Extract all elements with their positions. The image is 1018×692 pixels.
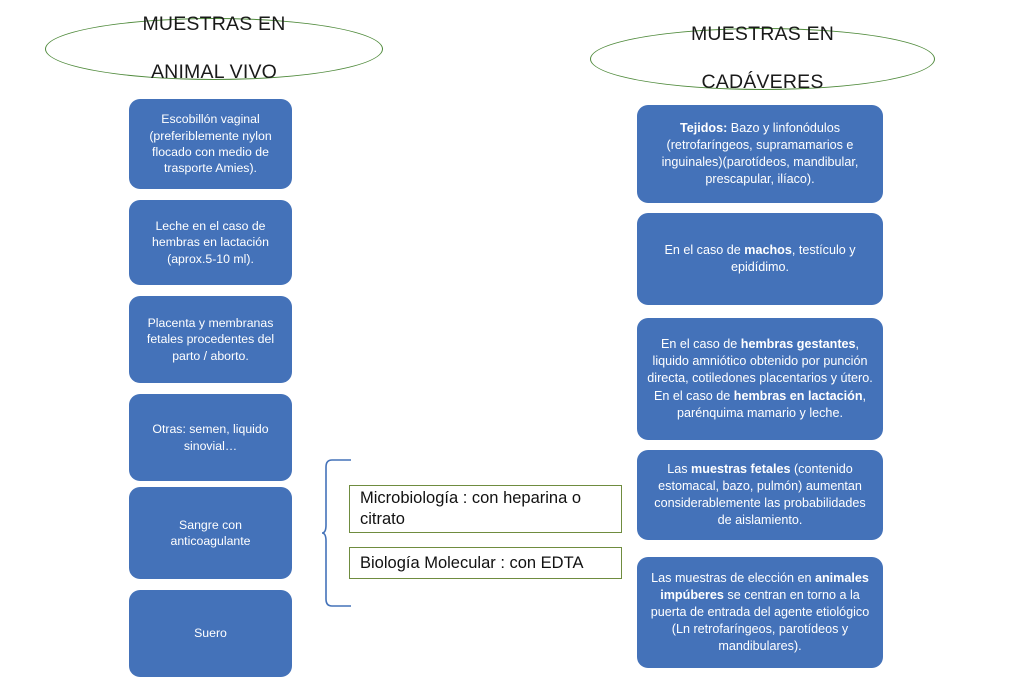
header-line-1: MUESTRAS EN: [142, 13, 286, 36]
box-microbiologia-label: Microbiología : con heparina o citrato: [360, 489, 582, 528]
box-suero-label: Suero: [194, 626, 227, 641]
header-ellipse-cadaveres: [590, 23, 935, 93]
box-suero: [129, 590, 292, 677]
header-ellipse-animal-vivo: [45, 13, 383, 83]
box-hembras-gestantes: [637, 318, 883, 440]
box-sangre-anticoagulante-label: Sangre con anticoagulante: [170, 517, 251, 548]
box-animales-impuberes-label: Las muestras de elección en animales impúberes se centran en torno a la puerta de entrada del agente etiológico (Ln retrofaríngeos, parotídeos y mandibulares).: [650, 570, 870, 654]
box-placenta-membranas-label: Placenta y membranas fetales procedentes del parto / aborto.: [146, 315, 275, 363]
box-leche-lactacion: [129, 200, 292, 285]
header-line-2: ANIMAL VIVO: [150, 60, 278, 83]
box-animales-impuberes: [637, 557, 883, 668]
box-hembras-gestantes-label: En el caso de hembras gestantes, liquido amniótico obtenido por punción directa, cotiledones placentarios y útero. En el caso de hembras en lactación, parénquima mamario y leche.: [647, 337, 873, 420]
box-leche-lactacion-label: Leche en el caso de hembras en lactación (aprox.5-10 ml).: [152, 218, 269, 266]
box-placenta-membranas: [129, 296, 292, 383]
header-ellipse-animal-vivo-label: [142, 13, 285, 84]
box-tejidos-label: Tejidos: Bazo y linfonódulos (retrofaríngeos, supramamarios e inguinales)(parotídeos, mandibular, prescapular, ilíaco).: [661, 120, 859, 187]
bracket-connector-icon: [322, 459, 352, 607]
box-biologia-molecular-label: Biología Molecular : con EDTA: [360, 553, 584, 572]
box-biologia-molecular: [349, 547, 622, 579]
box-escobillon-vaginal-label: Escobillón vaginal (preferiblemente nylon flocado con medio de trasporte Amies).: [149, 112, 272, 176]
box-escobillon-vaginal: [129, 99, 292, 189]
header-line-2: CADÁVERES: [701, 70, 824, 93]
box-machos-label: En el caso de machos, testículo y epidídimo.: [664, 242, 856, 274]
box-sangre-anticoagulante: [129, 487, 292, 579]
box-machos: [637, 213, 883, 305]
box-microbiologia: [349, 485, 622, 533]
box-otras-muestras: [129, 394, 292, 481]
box-muestras-fetales-label: Las muestras fetales (contenido estomacal, bazo, pulmón) aumentan considerablemente las probabilidades de aislamiento.: [654, 461, 866, 528]
header-ellipse-cadaveres-label: [691, 23, 834, 94]
box-muestras-fetales: [637, 450, 883, 540]
box-tejidos: [637, 105, 883, 203]
box-otras-muestras-label: Otras: semen, liquido sinovial…: [152, 422, 269, 453]
header-line-1: MUESTRAS EN: [690, 23, 835, 46]
